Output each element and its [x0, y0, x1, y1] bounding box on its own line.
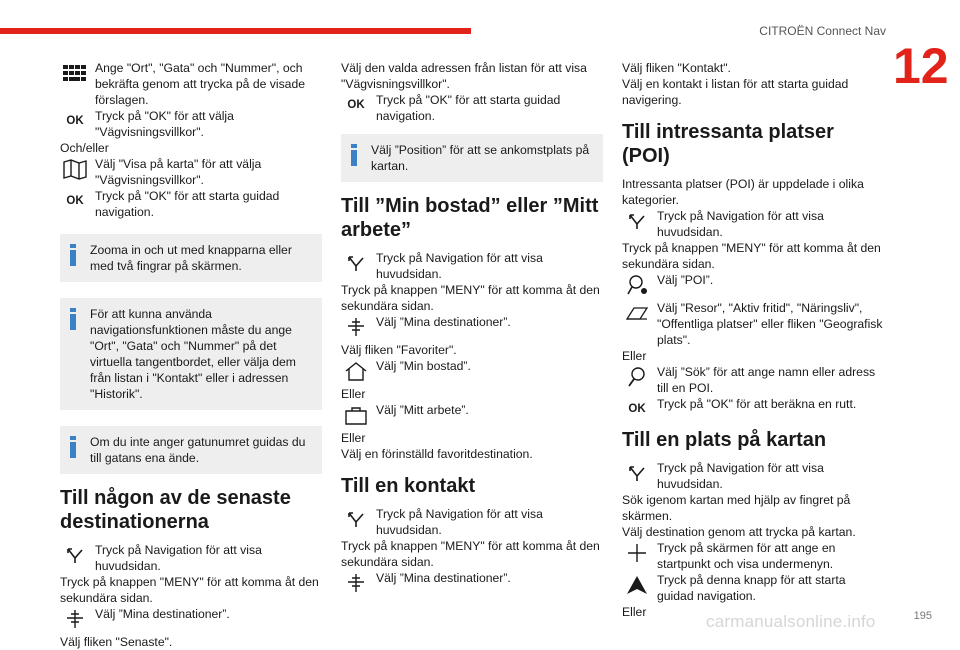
body-text: Välj destination genom att trycka på kartan.	[622, 525, 856, 539]
step-text: Tryck på Navigation för att visa huvudsidan.	[376, 251, 543, 281]
home-icon	[341, 358, 371, 384]
step-text: Välj "Resor", "Aktiv fritid", "Näringsliv", "Offentliga platser" eller fliken "Geografisk plats".	[657, 301, 883, 347]
step-row	[341, 250, 603, 282]
column-3	[622, 60, 884, 620]
watermark: carmanualsonline.info	[706, 612, 876, 631]
section-heading: Till någon av de senaste destinationerna	[60, 487, 291, 533]
step-text: Välj ”Mina destinationer”.	[376, 571, 511, 585]
or-text: Eller	[341, 431, 366, 445]
or-text: Eller	[341, 387, 366, 401]
section-heading: Till ”Min bostad” eller ”Mitt arbete”	[341, 195, 599, 241]
step-text: Välj ”Min bostad”.	[376, 359, 471, 373]
destination-flag-icon	[60, 606, 90, 632]
step-row	[341, 570, 603, 590]
briefcase-icon	[341, 402, 371, 428]
keyboard-icon	[60, 60, 90, 86]
step-text: Välj ”Mitt arbete”.	[376, 403, 469, 417]
navigation-arrow-icon	[622, 208, 652, 234]
step-text: Välj ”Sök” för att ange namn eller adress till en POI.	[657, 365, 876, 395]
step-text: Välj ”POI”.	[657, 273, 714, 287]
body-text: Välj en förinställd favoritdestination.	[341, 447, 533, 461]
body-text: Sök igenom kartan med hjälp av fingret på skärmen.	[622, 493, 851, 523]
step-row	[622, 572, 884, 604]
info-note	[341, 134, 603, 182]
info-icon	[70, 244, 76, 266]
destination-flag-icon	[341, 570, 371, 596]
step-row	[341, 92, 603, 124]
info-icon	[70, 308, 76, 330]
info-note	[60, 298, 322, 410]
step-text: Tryck på "OK" för att starta guidad navigation.	[95, 189, 280, 219]
navigation-arrow-icon	[60, 542, 90, 568]
step-row	[60, 108, 322, 140]
or-text: Och/eller	[60, 141, 109, 155]
note-text: Välj ”Position” för att se ankomstplats på kartan.	[371, 143, 590, 173]
ok-icon: OK	[66, 195, 84, 207]
body-text: Tryck på knappen "MENY" för att komma åt den sekundära sidan.	[341, 283, 600, 313]
step-row	[60, 606, 322, 626]
step-row	[622, 364, 884, 396]
column-1	[60, 60, 322, 650]
step-row	[341, 314, 603, 334]
info-note	[60, 234, 322, 282]
step-row	[341, 358, 603, 378]
step-row	[60, 60, 322, 108]
body-text: Välj fliken "Favoriter".	[341, 343, 457, 357]
step-row	[622, 540, 884, 572]
step-row	[622, 208, 884, 240]
or-text: Eller	[622, 605, 647, 619]
ok-icon: OK	[66, 115, 84, 127]
navigation-arrow-icon	[341, 506, 371, 532]
note-text: För att kunna använda navigationsfunktionen måste du ange "Ort", "Gata" och "Nummer" på det virtuella tangentbordet, eller välja dem från listan i "Kontakt" eller i adressen "Historik".	[90, 307, 296, 401]
body-text: Välj den valda adressen från listan för att visa "Vägvisningsvillkor".	[341, 61, 587, 91]
step-text: Ange "Ort", "Gata" och "Nummer", och bekräfta genom att trycka på de visade förslagen.	[95, 61, 306, 107]
step-row	[60, 156, 322, 188]
search-icon	[622, 364, 652, 390]
categories-icon	[622, 300, 652, 326]
body-text: Intressanta platser (POI) är uppdelade i olika kategorier.	[622, 177, 864, 207]
destination-flag-icon	[341, 314, 371, 340]
step-row	[622, 460, 884, 492]
step-row	[341, 402, 603, 422]
poi-pin-icon	[622, 272, 652, 298]
step-text: Tryck på skärmen för att ange en startpunkt och visa undermenyn.	[657, 541, 836, 571]
start-guidance-icon	[622, 572, 652, 598]
step-text: Tryck på Navigation för att visa huvudsidan.	[657, 461, 824, 491]
note-text: Zooma in och ut med knapparna eller med två fingrar på skärmen.	[90, 243, 292, 273]
info-icon	[70, 436, 76, 458]
body-text: Tryck på knappen "MENY" för att komma åt den sekundära sidan.	[341, 539, 600, 569]
step-row	[341, 506, 603, 538]
step-row	[622, 272, 884, 292]
info-icon	[351, 144, 357, 166]
body-text: Välj fliken "Kontakt".	[622, 61, 731, 75]
column-2	[341, 60, 603, 590]
ok-icon: OK	[347, 99, 365, 111]
or-text: Eller	[622, 349, 647, 363]
body-text: Välj fliken "Senaste".	[60, 635, 173, 649]
navigation-arrow-icon	[622, 460, 652, 486]
body-text: Tryck på knappen "MENY" för att komma åt den sekundära sidan.	[622, 241, 881, 271]
ok-icon: OK	[628, 403, 646, 415]
touch-point-icon	[622, 540, 652, 566]
step-text: Tryck på "OK" för att beräkna en rutt.	[657, 397, 857, 411]
step-row	[60, 188, 322, 220]
navigation-arrow-icon	[341, 250, 371, 276]
step-row	[622, 396, 884, 416]
map-icon	[60, 156, 90, 182]
step-text: Välj ”Mina destinationer”.	[376, 315, 511, 329]
page-number: 195	[913, 610, 932, 622]
section-heading: Till intressanta platser (POI)	[622, 121, 834, 167]
header-accent-bar	[0, 28, 471, 34]
step-text: Välj ”Mina destinationer”.	[95, 607, 230, 621]
step-text: Tryck på Navigation för att visa huvudsidan.	[95, 543, 262, 573]
step-row	[60, 542, 322, 574]
chapter-number: 12	[893, 38, 949, 94]
step-text: Tryck på Navigation för att visa huvudsidan.	[657, 209, 824, 239]
body-text: Välj en kontakt i listan för att starta guidad navigering.	[622, 77, 849, 107]
step-text: Tryck på Navigation för att visa huvudsidan.	[376, 507, 543, 537]
note-text: Om du inte anger gatunumret guidas du till gatans ena ände.	[90, 435, 306, 465]
body-text: Tryck på knappen "MENY" för att komma åt den sekundära sidan.	[60, 575, 319, 605]
step-text: Välj "Visa på karta" för att välja "Vägvisningsvillkor".	[95, 157, 262, 187]
step-row	[622, 300, 884, 348]
section-heading: Till en plats på kartan	[622, 429, 827, 451]
step-text: Tryck på "OK" för att starta guidad navigation.	[376, 93, 561, 123]
info-note	[60, 426, 322, 474]
step-text: Tryck på "OK" för att välja "Vägvisningsvillkor".	[95, 109, 234, 139]
step-text: Tryck på denna knapp för att starta guidad navigation.	[657, 573, 846, 603]
header-title: CITROËN Connect Nav	[759, 24, 886, 38]
section-heading: Till en kontakt	[341, 475, 476, 497]
